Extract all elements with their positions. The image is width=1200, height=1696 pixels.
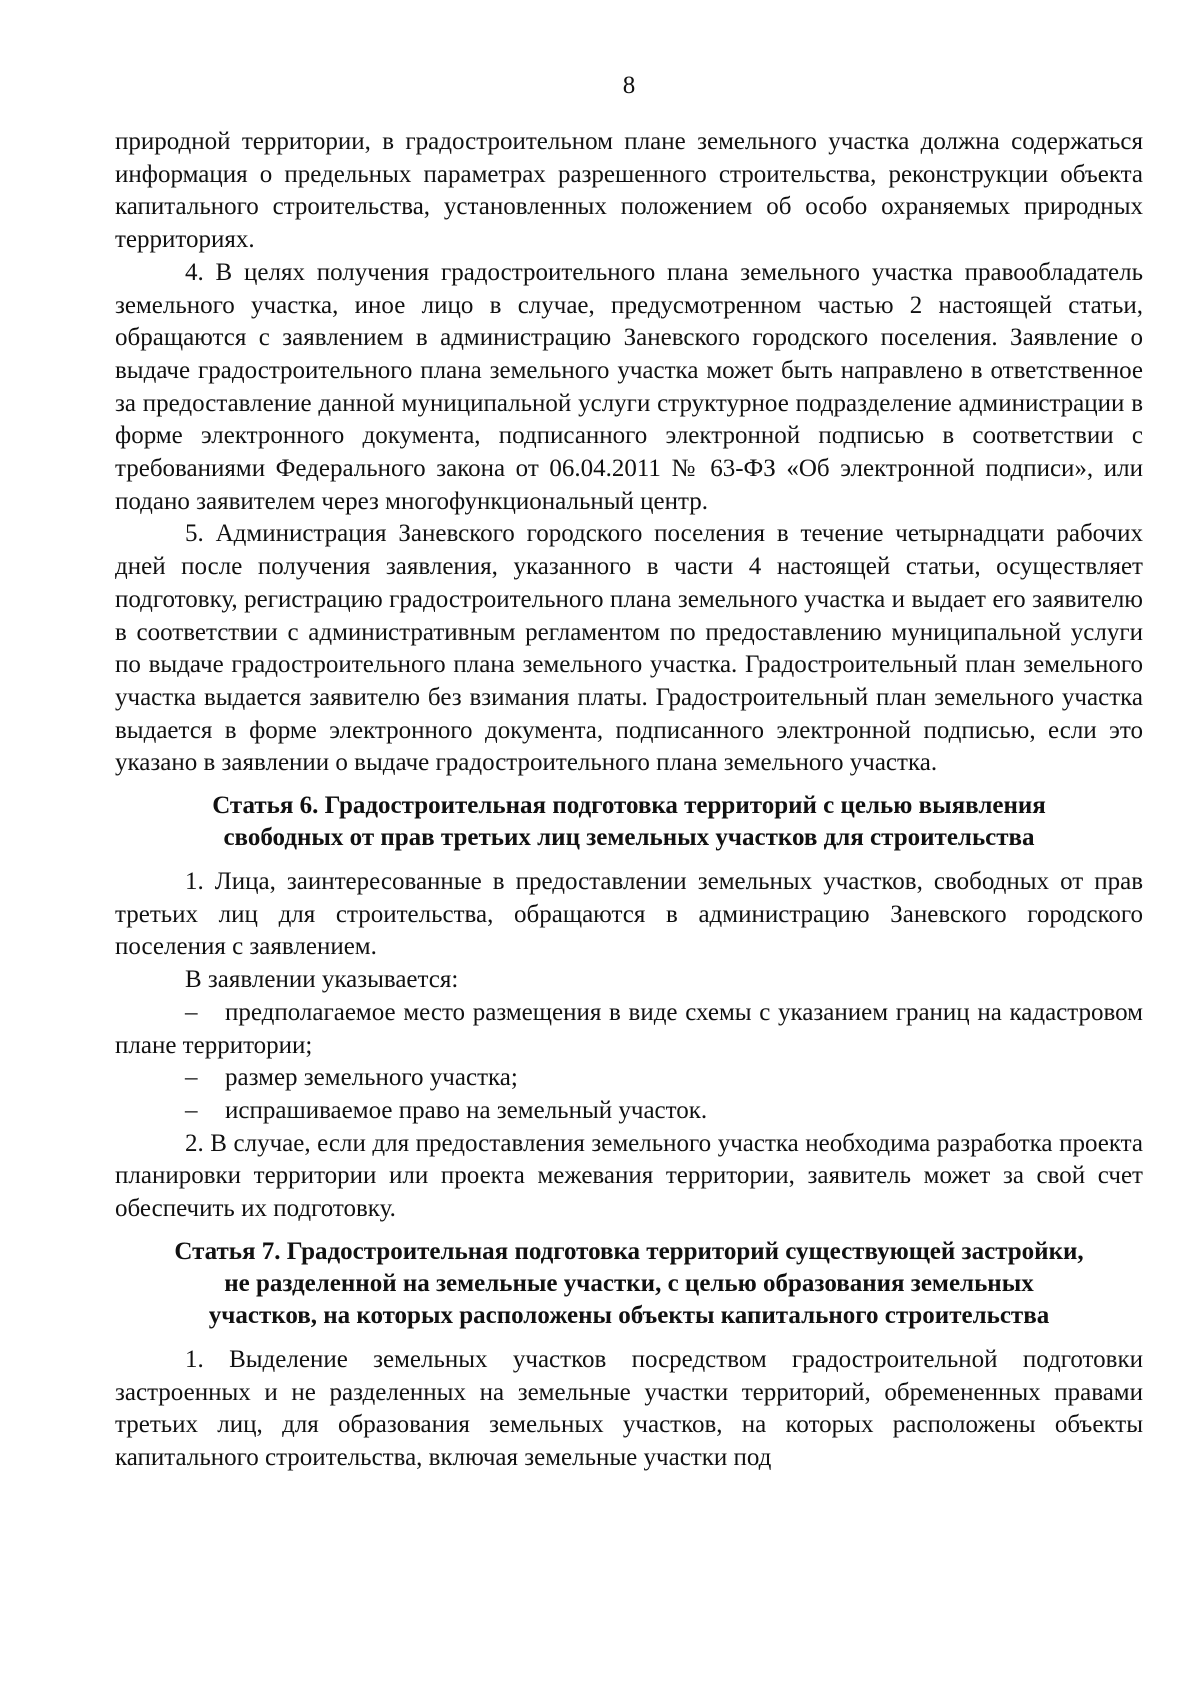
article-7-heading-line: участков, на которых расположены объекты капитального строительства (208, 1301, 1050, 1329)
dash-marker: – (185, 1096, 198, 1124)
list-item (115, 1062, 1143, 1095)
article-6-heading-line: Статья 6. Градостроительная подготовка территорий с целью выявления (212, 792, 1046, 820)
document-page (115, 70, 1143, 1475)
paragraph-application-contents: В заявлении указывается: (185, 966, 459, 994)
list-item (115, 1095, 1143, 1128)
list-item-text: предполагаемое место размещения в виде схемы с указанием границ на кадастровом плане территории; (115, 998, 1143, 1059)
paragraph-item-5: 5. Администрация Заневского городского поселения в течение четырнадцати рабочих дней после получения заявления, указанного в части 4 настоящей статьи, осуществляет подготовку, регистрацию градостроительного плана земельного участка и выдает его заявителю в соответствии с административным регламентом по предоставлению муниципальной услуги по выдаче градостроительного плана земельного участка. Градостроительный план земельного участка выдается заявителю без взимания платы. Градостроительный план земельного участка выдается в форме электронного документа, подписанного электронной подписью, если это указано в заявлении о выдаче градостроительного плана земельного участка. (115, 520, 1143, 777)
page-number: 8 (622, 72, 636, 99)
paragraph-item-4: 4. В целях получения градостроительного плана земельного участка правообладатель земельного участка, иное лицо в случае, предусмотренном частью 2 настоящей статьи, обращаются с заявлением в администрацию Заневского городского поселения. Заявление о выдаче градостроительного плана земельного участка может быть направлено в ответственное за предоставление данной муниципальной услуги структурное подразделение администрации в форме электронного документа, подписанного электронной подписью в соответствии с требованиями Федерального закона от 06.04.2011 № 63-ФЗ «Об электронной подписи», или подано заявителем через многофункциональный центр. (115, 258, 1143, 515)
article-7-heading-line: не разделенной на земельные участки, с целью образования земельных (224, 1269, 1034, 1297)
article-7-heading-line: Статья 7. Градостроительная подготовка территорий существующей застройки, (174, 1237, 1084, 1265)
article-6-heading (115, 790, 1143, 854)
list-item (115, 997, 1143, 1062)
dash-marker: – (185, 1064, 198, 1092)
paragraph-intro: природной территории, в градостроительном плане земельного участка должна содержаться информация о предельных параметрах разрешенного строительства, реконструкции объекта капитального строительства, установленных положением об особо охраняемых природных территориях. (115, 128, 1143, 254)
article-7-heading (115, 1236, 1143, 1332)
paragraph-article-7-item-1: 1. Выделение земельных участков посредством градостроительной подготовки застроенных и не разделенных на земельные участки территорий, обремененных правами третьих лиц, для образования земельных участков, на которых расположены объекты капитального строительства, включая земельные участки под (115, 1345, 1143, 1471)
paragraph-article-6-item-2: 2. В случае, если для предоставления земельного участка необходима разработка проекта планировки территории или проекта межевания территории, заявитель может за свой счет обеспечить их подготовку. (115, 1129, 1143, 1223)
dash-marker: – (185, 998, 198, 1026)
paragraph-article-6-item-1: 1. Лица, заинтересованные в предоставлении земельных участков, свободных от прав третьих лиц для строительства, обращаются в администрацию Заневского городского поселения с заявлением. (115, 868, 1143, 961)
list-item-text: испрашиваемое право на земельный участок. (225, 1096, 708, 1124)
list-item-text: размер земельного участка; (225, 1064, 518, 1092)
article-6-heading-line: свободных от прав третьих лиц земельных участков для строительства (223, 824, 1035, 852)
